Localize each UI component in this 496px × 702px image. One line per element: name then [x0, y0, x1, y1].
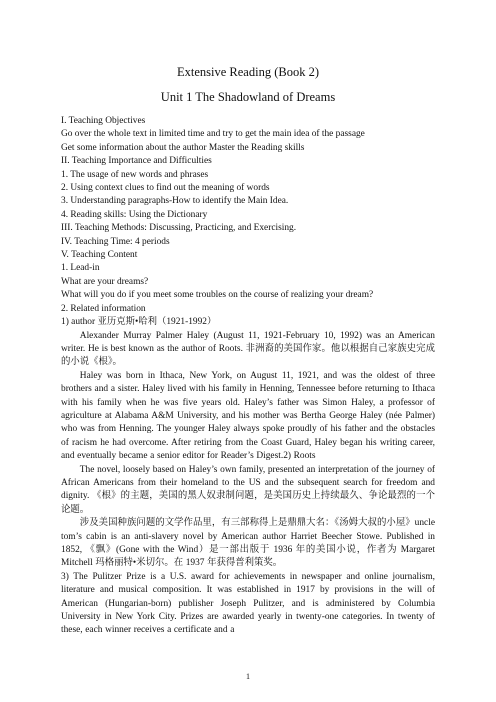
question-2: What will you do if you meet some troubles on the course of realizing your dream?	[61, 290, 374, 301]
importance-item-3: 3. Understanding paragraphs-How to identify the Main Idea.	[61, 196, 289, 207]
lead-in-heading: 1. Lead-in	[61, 263, 100, 274]
page-number: 1	[246, 672, 250, 681]
related-heading: 2. Related information	[61, 303, 146, 314]
objectives-heading: I. Teaching Objectives	[61, 116, 146, 126]
importance-item-2: 2. Using context clues to find out the meaning of words	[61, 183, 270, 194]
importance-heading: II. Teaching Importance and Difficulties	[61, 156, 212, 167]
content-heading: V. Teaching Content	[61, 250, 138, 261]
time-line: IV. Teaching Time: 4 periods	[61, 236, 170, 247]
paragraph-race-literature: 涉及美国种族问题的文学作品里，有三部称得上是鼎鼎大名：《汤姆大叔的小屋》uncle tom’s cabin is an anti-slavery novel by American author Harriet Beecher Stowe. Published in 1852, 《飘》(Gone with the Wind）是一部出版于 1936 年的美国小说，作者为 Margaret Mitchell 玛格丽特•米切尔。在 1937 年获得普利策奖。	[61, 518, 435, 569]
book-title: Extensive Reading (Book 2)	[177, 65, 319, 79]
importance-item-1: 1. The usage of new words and phrases	[61, 169, 209, 180]
unit-title: Unit 1 The Shadowland of Dreams	[160, 90, 336, 104]
methods-line: III. Teaching Methods: Discussing, Practicing, and Exercising.	[61, 223, 297, 234]
author-heading: 1) author 亚历克斯•哈利（1921-1992）	[61, 317, 217, 328]
objective-2: Get some information about the author Master the Reading skills	[61, 142, 305, 153]
page-content	[61, 64, 435, 638]
paragraph-pulitzer: 3) The Pulitzer Prize is a U.S. award for achievements in newspaper and online journalism, literature and musical composition. It was established in 1917 by provisions in the will of American (Hungarian-born) publisher Joseph Pulitzer, and is administered by Columbia University in New York City. Prizes are awarded yearly in twenty-one categories. In twenty of these, each winner receives a certificate and a	[61, 571, 435, 636]
paragraph-author-bio: Haley was born in Ithaca, New York, on August 11, 1921, and was the oldest of three brothers and a sister. Haley lived with his family in Henning, Tennessee before returning to Ithaca with his family when he was five years old. Haley’s father was Simon Haley, a professor of agriculture at Alabama A&M University, and his mother was Bertha George Haley (née Palmer) who was from Henning. The younger Haley always spoke proudly of his father and the obstacles of racism he had overcome. After retiring from the Coast Guard, Haley began his writing career, and eventually became a senior editor for Reader’s Digest.2) Roots	[61, 370, 435, 462]
question-1: What are your dreams?	[61, 276, 149, 287]
importance-item-4: 4. Reading skills: Using the Dictionary	[61, 209, 208, 220]
objective-1: Go over the whole text in limited time and try to get the main idea of the passage	[61, 129, 365, 140]
paragraph-roots: The novel, loosely based on Haley’s own family, presented an interpretation of the journey of African Americans from their homeland to the US and the subsequent search for freedom and dignity. 《根》的主题，美国的黑人奴隶制问题，是美国历史上持续最久、争论最烈的一个论题。	[61, 464, 435, 515]
paragraph-author-intro: Alexander Murray Palmer Haley (August 11, 1921-February 10, 1992) was an American writer. He is best known as the author of Roots. 非洲裔的美国作家。他以根据自己家族史完成的小说《根》。	[61, 330, 435, 368]
